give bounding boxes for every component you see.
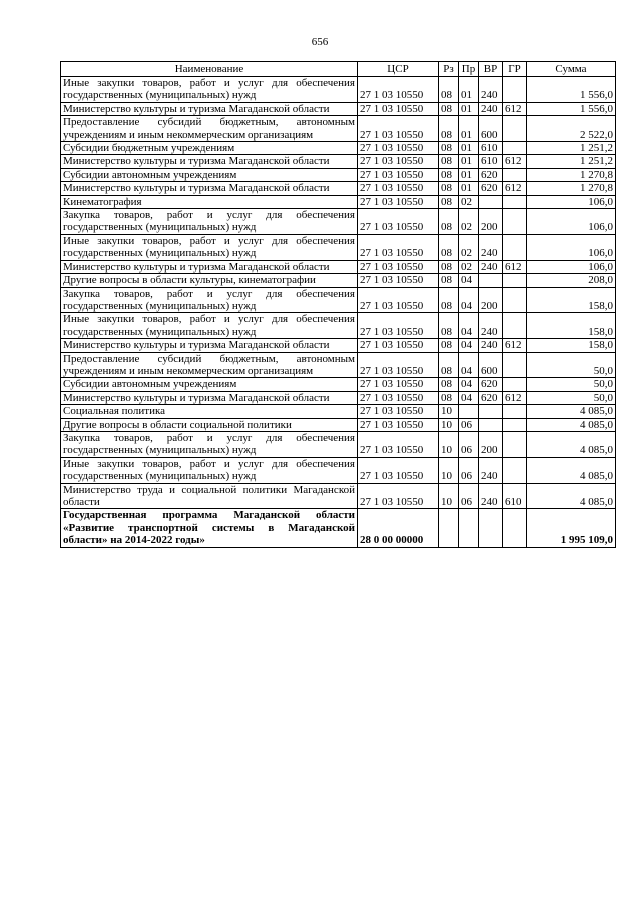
row-rz: 08	[439, 234, 459, 260]
row-gr: 612	[503, 155, 527, 168]
row-sum: 1 270,8	[527, 182, 616, 195]
row-rz: 08	[439, 274, 459, 287]
header-row	[61, 62, 616, 77]
row-rz: 08	[439, 260, 459, 273]
row-vr	[479, 418, 503, 431]
table-row	[61, 142, 616, 155]
row-name: Закупка товаров, работ и услуг для обеспечения государственных (муниципальных) нужд	[61, 209, 358, 235]
row-sum: 158,0	[527, 339, 616, 352]
row-vr: 620	[479, 168, 503, 181]
row-gr	[503, 457, 527, 483]
row-sum: 50,0	[527, 378, 616, 391]
row-name: Предоставление субсидий бюджетным, автономным учреждениям и иным некоммерческим организациям	[61, 116, 358, 142]
row-name: Субсидии автономным учреждениям	[61, 168, 358, 181]
row-rz: 10	[439, 405, 459, 418]
row-sum: 158,0	[527, 287, 616, 313]
row-csr: 27 1 03 10550	[358, 260, 439, 273]
row-rz: 08	[439, 168, 459, 181]
row-rz: 08	[439, 391, 459, 404]
row-pr: 01	[459, 155, 479, 168]
row-vr: 600	[479, 116, 503, 142]
row-vr: 600	[479, 352, 503, 378]
row-pr: 04	[459, 313, 479, 339]
table-row	[61, 274, 616, 287]
row-sum: 50,0	[527, 352, 616, 378]
row-vr	[479, 274, 503, 287]
row-pr: 06	[459, 431, 479, 457]
table-row	[61, 509, 616, 547]
row-gr	[503, 274, 527, 287]
row-name: Кинематография	[61, 195, 358, 208]
row-gr	[503, 405, 527, 418]
table-row	[61, 155, 616, 168]
row-csr: 27 1 03 10550	[358, 405, 439, 418]
row-name: Иные закупки товаров, работ и услуг для обеспечения государственных (муниципальных) нужд	[61, 77, 358, 103]
row-gr	[503, 116, 527, 142]
row-vr: 610	[479, 142, 503, 155]
row-gr	[503, 352, 527, 378]
row-pr: 01	[459, 168, 479, 181]
row-csr: 27 1 03 10550	[358, 234, 439, 260]
table-row	[61, 102, 616, 115]
table-row	[61, 483, 616, 509]
row-sum: 106,0	[527, 260, 616, 273]
row-vr: 240	[479, 313, 503, 339]
row-rz: 08	[439, 116, 459, 142]
row-name: Иные закупки товаров, работ и услуг для обеспечения государственных (муниципальных) нужд	[61, 234, 358, 260]
row-sum: 106,0	[527, 195, 616, 208]
row-rz	[439, 509, 459, 547]
table-row	[61, 457, 616, 483]
header-vr: ВР	[479, 62, 503, 77]
row-rz: 08	[439, 77, 459, 103]
table-row	[61, 260, 616, 273]
row-vr: 200	[479, 431, 503, 457]
row-csr: 27 1 03 10550	[358, 274, 439, 287]
row-csr: 27 1 03 10550	[358, 77, 439, 103]
table-row	[61, 431, 616, 457]
table-row	[61, 339, 616, 352]
row-name: Социальная политика	[61, 405, 358, 418]
row-gr	[503, 195, 527, 208]
row-sum: 1 556,0	[527, 77, 616, 103]
row-name: Министерство культуры и туризма Магаданской области	[61, 339, 358, 352]
row-name: Предоставление субсидий бюджетным, автономным учреждениям и иным некоммерческим организациям	[61, 352, 358, 378]
header-csr: ЦСР	[358, 62, 439, 77]
row-vr: 620	[479, 182, 503, 195]
row-rz: 08	[439, 142, 459, 155]
row-pr: 01	[459, 116, 479, 142]
table-row	[61, 405, 616, 418]
row-rz: 08	[439, 287, 459, 313]
row-csr: 27 1 03 10550	[358, 378, 439, 391]
row-name: Иные закупки товаров, работ и услуг для обеспечения государственных (муниципальных) нужд	[61, 313, 358, 339]
row-vr: 240	[479, 339, 503, 352]
row-csr: 27 1 03 10550	[358, 116, 439, 142]
row-pr	[459, 405, 479, 418]
row-sum: 4 085,0	[527, 418, 616, 431]
row-vr: 240	[479, 102, 503, 115]
row-rz: 08	[439, 195, 459, 208]
table-row	[61, 352, 616, 378]
row-sum: 4 085,0	[527, 431, 616, 457]
row-pr: 02	[459, 209, 479, 235]
row-vr: 240	[479, 77, 503, 103]
row-pr: 06	[459, 457, 479, 483]
row-csr: 27 1 03 10550	[358, 352, 439, 378]
header-pr: Пр	[459, 62, 479, 77]
row-vr: 610	[479, 155, 503, 168]
header-name: Наименование	[61, 62, 358, 77]
table-row	[61, 182, 616, 195]
row-csr: 27 1 03 10550	[358, 418, 439, 431]
header-gr: ГР	[503, 62, 527, 77]
row-name: Министерство труда и социальной политики Магаданской области	[61, 483, 358, 509]
row-rz: 08	[439, 313, 459, 339]
row-sum: 1 270,8	[527, 168, 616, 181]
table-row	[61, 234, 616, 260]
row-gr	[503, 77, 527, 103]
row-csr: 27 1 03 10550	[358, 102, 439, 115]
row-name: Государственная программа Магаданской области «Развитие транспортной системы в Магаданской области» на 2014-2022 годы»	[61, 509, 358, 547]
row-pr: 01	[459, 77, 479, 103]
row-rz: 08	[439, 339, 459, 352]
table-row	[61, 77, 616, 103]
row-pr: 04	[459, 339, 479, 352]
row-csr: 27 1 03 10550	[358, 313, 439, 339]
row-vr	[479, 509, 503, 547]
table-row	[61, 195, 616, 208]
row-name: Иные закупки товаров, работ и услуг для обеспечения государственных (муниципальных) нужд	[61, 457, 358, 483]
row-rz: 10	[439, 457, 459, 483]
row-gr	[503, 287, 527, 313]
row-name: Другие вопросы в области культуры, кинематографии	[61, 274, 358, 287]
row-gr: 612	[503, 391, 527, 404]
row-sum: 50,0	[527, 391, 616, 404]
row-name: Закупка товаров, работ и услуг для обеспечения государственных (муниципальных) нужд	[61, 287, 358, 313]
row-pr: 02	[459, 195, 479, 208]
row-sum: 1 251,2	[527, 155, 616, 168]
row-gr: 610	[503, 483, 527, 509]
row-csr: 27 1 03 10550	[358, 483, 439, 509]
row-vr: 240	[479, 260, 503, 273]
row-name: Министерство культуры и туризма Магаданской области	[61, 182, 358, 195]
row-gr	[503, 313, 527, 339]
row-name: Субсидии автономным учреждениям	[61, 378, 358, 391]
row-rz: 08	[439, 209, 459, 235]
row-csr: 28 0 00 00000	[358, 509, 439, 547]
header-rz: Рз	[439, 62, 459, 77]
row-csr: 27 1 03 10550	[358, 142, 439, 155]
row-csr: 27 1 03 10550	[358, 287, 439, 313]
row-csr: 27 1 03 10550	[358, 339, 439, 352]
row-rz: 08	[439, 102, 459, 115]
row-sum: 1 556,0	[527, 102, 616, 115]
row-vr: 200	[479, 287, 503, 313]
row-sum: 158,0	[527, 313, 616, 339]
row-csr: 27 1 03 10550	[358, 457, 439, 483]
row-name: Министерство культуры и туризма Магаданской области	[61, 102, 358, 115]
row-csr: 27 1 03 10550	[358, 195, 439, 208]
budget-table	[60, 61, 616, 548]
row-rz: 10	[439, 418, 459, 431]
row-pr: 04	[459, 391, 479, 404]
table-row	[61, 418, 616, 431]
row-sum: 4 085,0	[527, 457, 616, 483]
row-vr: 620	[479, 378, 503, 391]
row-sum: 106,0	[527, 209, 616, 235]
row-csr: 27 1 03 10550	[358, 391, 439, 404]
row-gr: 612	[503, 339, 527, 352]
row-name: Субсидии бюджетным учреждениям	[61, 142, 358, 155]
row-gr	[503, 431, 527, 457]
row-pr	[459, 509, 479, 547]
row-gr	[503, 418, 527, 431]
row-vr: 200	[479, 209, 503, 235]
table-row	[61, 313, 616, 339]
row-vr: 240	[479, 457, 503, 483]
row-sum: 4 085,0	[527, 405, 616, 418]
row-rz: 10	[439, 431, 459, 457]
row-vr: 620	[479, 391, 503, 404]
table-row	[61, 168, 616, 181]
row-csr: 27 1 03 10550	[358, 209, 439, 235]
row-rz: 08	[439, 155, 459, 168]
header-sum: Сумма	[527, 62, 616, 77]
row-pr: 02	[459, 234, 479, 260]
row-rz: 08	[439, 182, 459, 195]
row-sum: 1 251,2	[527, 142, 616, 155]
row-gr	[503, 168, 527, 181]
row-sum: 4 085,0	[527, 483, 616, 509]
row-csr: 27 1 03 10550	[358, 431, 439, 457]
row-gr: 612	[503, 102, 527, 115]
row-gr	[503, 509, 527, 547]
row-gr	[503, 142, 527, 155]
row-sum: 2 522,0	[527, 116, 616, 142]
row-name: Министерство культуры и туризма Магаданской области	[61, 391, 358, 404]
row-pr: 02	[459, 260, 479, 273]
table-body	[61, 77, 616, 548]
row-name: Министерство культуры и туризма Магаданской области	[61, 155, 358, 168]
row-csr: 27 1 03 10550	[358, 168, 439, 181]
row-pr: 04	[459, 287, 479, 313]
table-row	[61, 378, 616, 391]
row-gr	[503, 378, 527, 391]
row-gr: 612	[503, 260, 527, 273]
row-pr: 01	[459, 182, 479, 195]
page-number: 656	[311, 36, 329, 48]
table-row	[61, 287, 616, 313]
row-pr: 06	[459, 418, 479, 431]
row-name: Министерство культуры и туризма Магаданской области	[61, 260, 358, 273]
row-rz: 10	[439, 483, 459, 509]
table-row	[61, 391, 616, 404]
row-rz: 08	[439, 378, 459, 391]
row-pr: 01	[459, 142, 479, 155]
row-pr: 04	[459, 378, 479, 391]
row-pr: 01	[459, 102, 479, 115]
row-sum: 208,0	[527, 274, 616, 287]
row-csr: 27 1 03 10550	[358, 155, 439, 168]
table-header	[61, 62, 616, 77]
row-pr: 04	[459, 274, 479, 287]
row-gr	[503, 234, 527, 260]
row-rz: 08	[439, 352, 459, 378]
row-sum: 1 995 109,0	[527, 509, 616, 547]
row-pr: 04	[459, 352, 479, 378]
row-name: Закупка товаров, работ и услуг для обеспечения государственных (муниципальных) нужд	[61, 431, 358, 457]
table-row	[61, 116, 616, 142]
row-vr	[479, 195, 503, 208]
row-gr	[503, 209, 527, 235]
row-gr: 612	[503, 182, 527, 195]
row-vr	[479, 405, 503, 418]
row-vr: 240	[479, 483, 503, 509]
row-sum: 106,0	[527, 234, 616, 260]
table-row	[61, 209, 616, 235]
row-name: Другие вопросы в области социальной политики	[61, 418, 358, 431]
row-vr: 240	[479, 234, 503, 260]
row-pr: 06	[459, 483, 479, 509]
row-csr: 27 1 03 10550	[358, 182, 439, 195]
